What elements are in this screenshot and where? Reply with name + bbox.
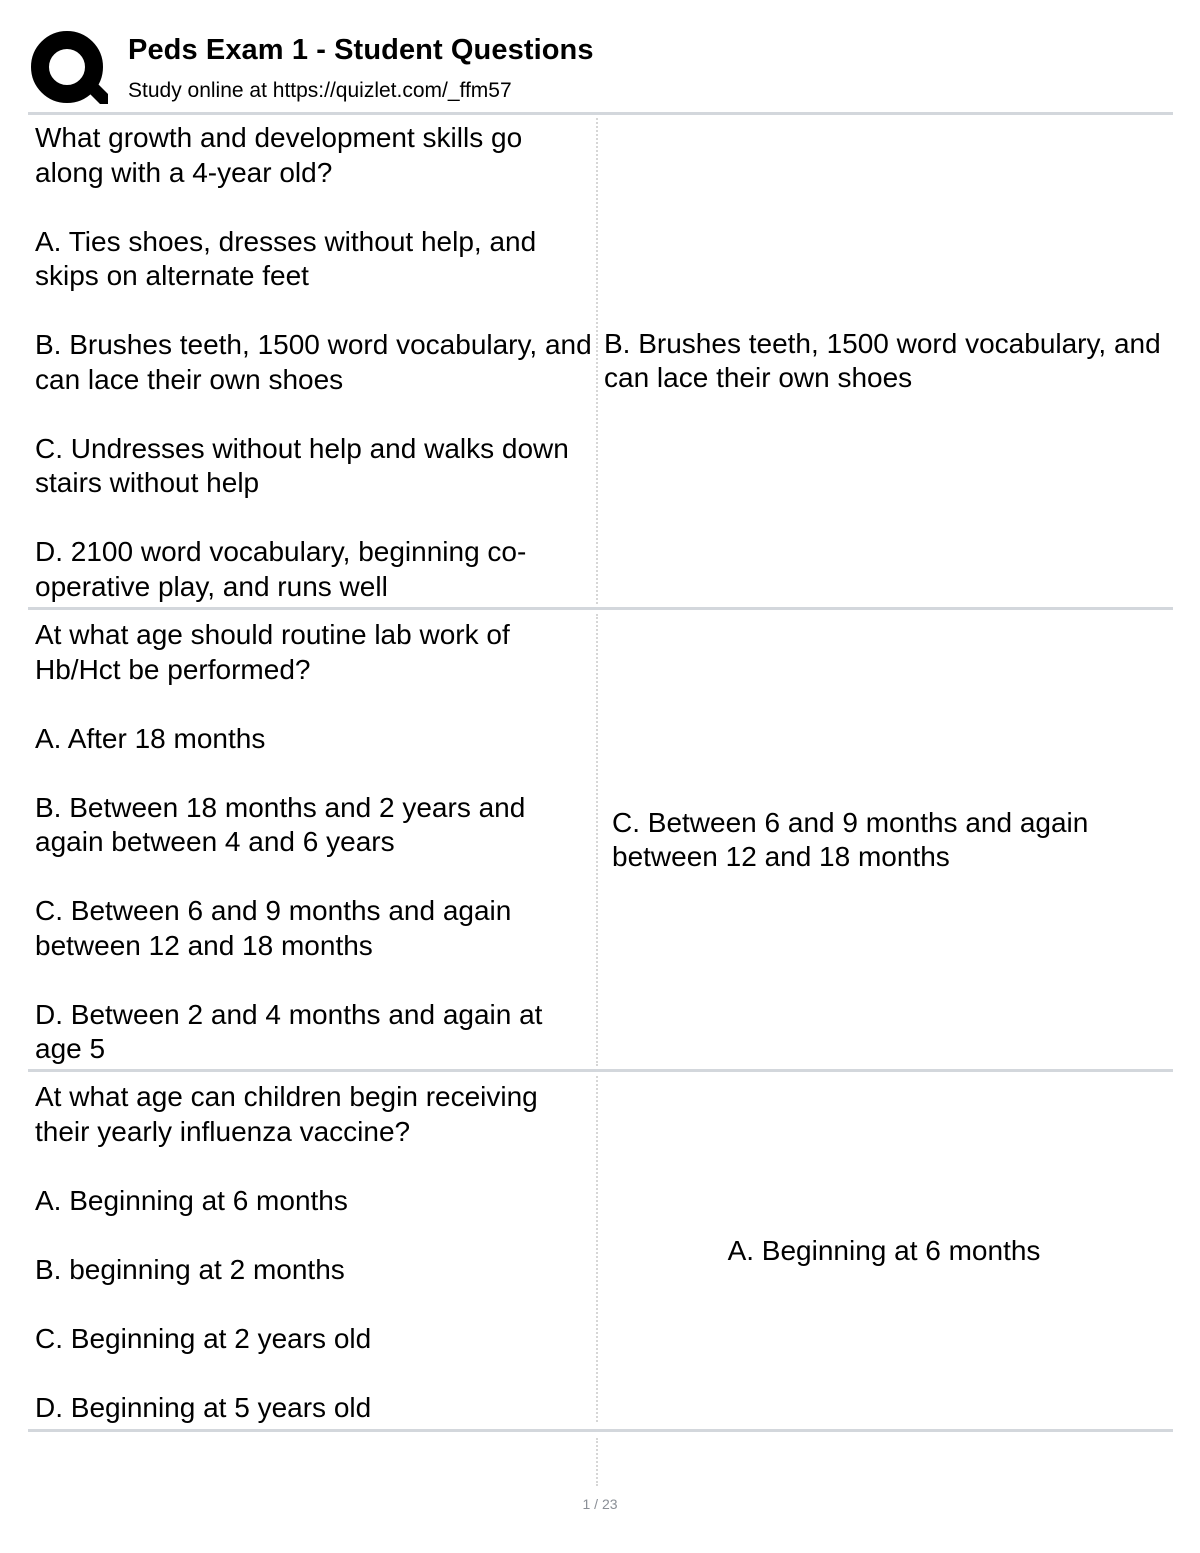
option-c: C. Undresses without help and walks down stairs without help [35,432,569,498]
card-2-question [35,618,593,1067]
option-a: A. After 18 months [35,722,266,754]
card-2-answer [600,614,1170,1066]
study-online-link[interactable]: Study online at https://quizlet.com/_ffm57 [128,79,512,102]
option-b: B. beginning at 2 months [35,1253,345,1285]
column-divider [596,1438,598,1486]
header-divider [28,112,1173,115]
question-stem: At what age should routine lab work of Hb/Hct be performed? [35,619,510,685]
question-stem: What growth and development skills go along with a 4-year old? [35,122,523,188]
option-a: A. Beginning at 6 months [35,1184,348,1216]
answer-text: A. Beginning at 6 months [727,1234,1041,1266]
quizlet-logo-icon [30,30,108,106]
option-c: C. Beginning at 2 years old [35,1322,372,1354]
card-3-question [35,1080,593,1425]
option-b: B. Between 18 months and 2 years and again between 4 and 6 years [35,791,526,857]
card-1-question [35,121,593,604]
page-title: Peds Exam 1 - Student Questions [128,34,594,66]
option-d: D. 2100 word vocabulary, beginning co-operative play, and runs well [35,536,527,602]
option-b: B. Brushes teeth, 1500 word vocabulary, and can lace their own shoes [35,329,592,395]
answer-text: C. Between 6 and 9 months and again between 12 and 18 months [612,806,1089,872]
column-divider [596,614,598,1066]
option-d: D. Between 2 and 4 months and again at age 5 [35,998,543,1064]
page-header [28,28,1173,112]
question-stem: At what age can children begin receiving their yearly influenza vaccine? [35,1081,538,1147]
column-divider [596,1076,598,1422]
option-c: C. Between 6 and 9 months and again between 12 and 18 months [35,895,512,961]
card-3-answer [600,1076,1170,1426]
answer-text: B. Brushes teeth, 1500 word vocabulary, and can lace their own shoes [604,327,1161,393]
card-1-answer [600,118,1170,604]
option-a: A. Ties shoes, dresses without help, and skips on alternate feet [35,225,537,291]
page-indicator: 1 / 23 [582,1496,618,1512]
card-divider [28,1429,1173,1432]
option-d: D. Beginning at 5 years old [35,1391,372,1423]
card-divider [28,1069,1173,1072]
card-divider [28,607,1173,610]
column-divider [596,118,598,604]
